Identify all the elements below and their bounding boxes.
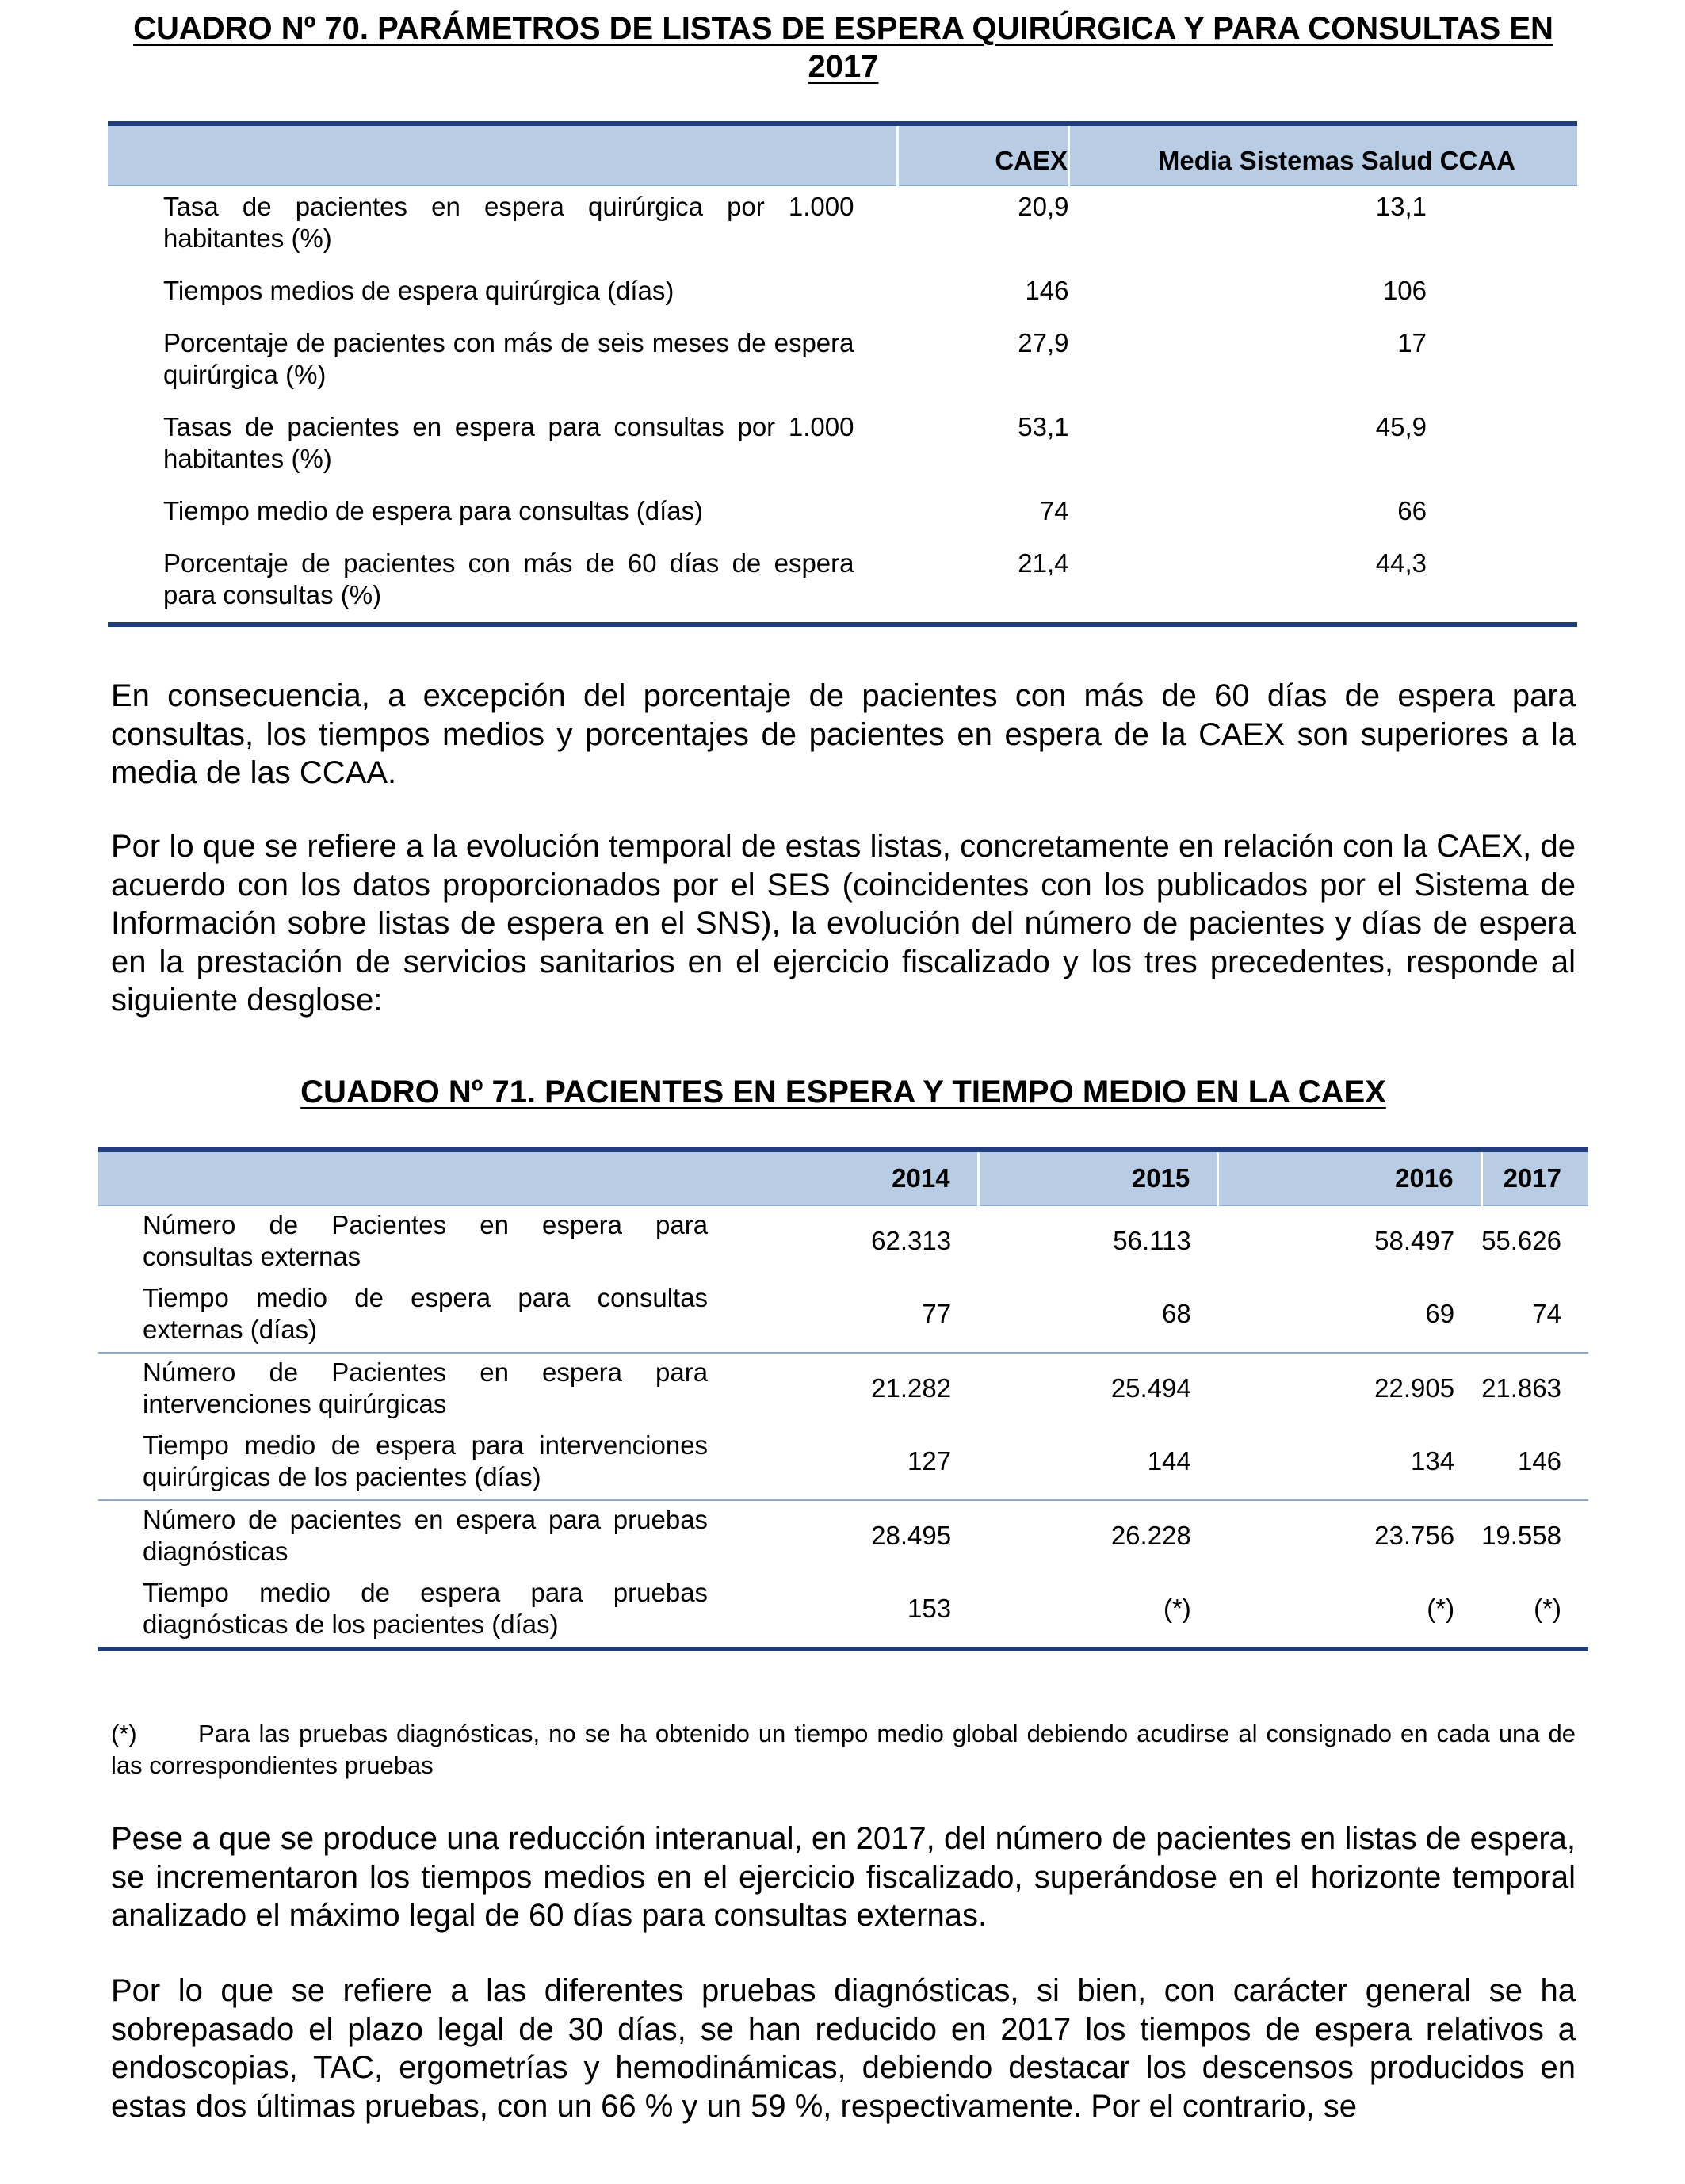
table-row bbox=[108, 407, 1577, 491]
media-value: 17 bbox=[1397, 328, 1427, 357]
row-label-line-1: Número de Pacientes en espera para bbox=[143, 1210, 709, 1239]
table-row bbox=[98, 1279, 1588, 1353]
value-2016: (*) bbox=[1218, 1574, 1481, 1649]
year-header-2014: 2014 bbox=[730, 1150, 978, 1205]
value-2016: 58.497 bbox=[1374, 1226, 1455, 1255]
table-row bbox=[98, 1426, 1588, 1500]
table-71 bbox=[98, 1147, 1588, 1651]
caex-value: 146 bbox=[1025, 276, 1069, 305]
value-2016: 23.756 bbox=[1374, 1521, 1455, 1550]
media-value: 106 bbox=[1382, 276, 1427, 305]
footnote-mark: (*) bbox=[111, 1720, 137, 1747]
row-label bbox=[98, 1205, 730, 1279]
value-2014: 28.495 bbox=[871, 1521, 952, 1550]
row-label: Porcentaje de pacientes con más de seis meses de espera quirúrgica (%) bbox=[163, 328, 854, 389]
value-2014: 21.282 bbox=[871, 1373, 952, 1403]
table-row bbox=[98, 1353, 1588, 1426]
year-header-2016: 2016 bbox=[1218, 1150, 1481, 1205]
row-label: Tiempos medios de espera quirúrgica (días) bbox=[163, 276, 674, 305]
caex-value: 20,9 bbox=[1018, 192, 1069, 221]
value-2017: (*) bbox=[1481, 1574, 1588, 1649]
table-row bbox=[108, 491, 1577, 543]
table-70-header-row bbox=[108, 124, 1577, 185]
caex-value: 21,4 bbox=[898, 543, 1069, 624]
paragraph-consecuencia: En consecuencia, a excepción del porcentaje de pacientes con más de 60 días de espera para consultas, los tiempos medios y porcentajes de pacientes en espera de la CAEX son superiores a la media de las CCAA. bbox=[111, 678, 1576, 790]
value-2016: 69 bbox=[1218, 1279, 1481, 1353]
caex-value: 27,9 bbox=[1018, 328, 1069, 357]
value-2017: 146 bbox=[1481, 1426, 1588, 1500]
row-label-line-2: externas (días) bbox=[143, 1315, 318, 1344]
table-71-header-empty bbox=[98, 1150, 730, 1205]
row-label bbox=[98, 1574, 730, 1649]
value-2015: 56.113 bbox=[1113, 1226, 1191, 1255]
table-71-title: CUADRO Nº 71. PACIENTES EN ESPERA Y TIEMPO MEDIO EN LA CAEX bbox=[300, 1075, 1386, 1109]
value-2015: (*) bbox=[978, 1574, 1218, 1649]
paragraph-pruebas: Por lo que se refiere a las diferentes pruebas diagnósticas, si bien, con carácter general se ha sobrepasado el plazo legal de 30 días, se han reducido en 2017 los tiempos de espera relativos a endoscopias, TAC, ergometrías y hemodinámicas, debiendo destacar los descensos producidos en estas dos últimas pruebas, con un 66 % y un 59 %, respectivamente. Por el contrario, se bbox=[111, 1973, 1576, 2124]
row-label-line-1: Número de Pacientes en espera para bbox=[143, 1357, 709, 1387]
year-header-2017: 2017 bbox=[1481, 1150, 1588, 1205]
row-label-line-2: intervenciones quirúrgicas bbox=[143, 1389, 447, 1418]
value-2014: 153 bbox=[730, 1574, 978, 1649]
media-value: 66 bbox=[1397, 496, 1427, 525]
table-71-footnote bbox=[111, 1718, 1576, 1781]
row-label: Tasas de pacientes en espera para consultas por 1.000 habitantes (%) bbox=[163, 412, 854, 473]
value-2016: 22.905 bbox=[1374, 1373, 1455, 1403]
row-label bbox=[98, 1353, 730, 1426]
row-label bbox=[98, 1279, 730, 1353]
row-label-line-2: consultas externas bbox=[143, 1242, 361, 1271]
row-label-line-2: quirúrgicas de los pacientes (días) bbox=[143, 1462, 541, 1491]
table-70-title: CUADRO Nº 70. PARÁMETROS DE LISTAS DE ESPERA QUIRÚRGICA Y PARA CONSULTAS EN 2017 bbox=[133, 11, 1553, 84]
table-row bbox=[98, 1500, 1588, 1574]
row-label: Tiempo medio de espera para consultas (días) bbox=[163, 496, 704, 525]
value-2015: 68 bbox=[978, 1279, 1218, 1353]
table-row bbox=[108, 185, 1577, 270]
row-label bbox=[98, 1500, 730, 1574]
row-label-line-1: Tiempo medio de espera para intervenciones bbox=[143, 1430, 709, 1460]
value-2017: 55.626 bbox=[1481, 1226, 1561, 1255]
row-label-line-2: diagnósticas bbox=[143, 1537, 288, 1566]
row-label-line-1: Número de pacientes en espera para pruebas bbox=[143, 1505, 709, 1534]
value-2016: 134 bbox=[1218, 1426, 1481, 1500]
media-value: 44,3 bbox=[1069, 543, 1578, 624]
caex-value: 74 bbox=[1039, 496, 1069, 525]
media-value: 45,9 bbox=[1375, 412, 1427, 441]
value-2015: 25.494 bbox=[1110, 1373, 1191, 1403]
caex-value: 53,1 bbox=[1018, 412, 1069, 441]
table-row bbox=[98, 1574, 1588, 1649]
row-label: Tasa de pacientes en espera quirúrgica por 1.000 habitantes (%) bbox=[163, 192, 854, 253]
table-70-header-media: Media Sistemas Salud CCAA bbox=[1069, 124, 1578, 185]
row-label-line-2: diagnósticas de los pacientes (días) bbox=[143, 1609, 559, 1639]
table-71-header-row bbox=[98, 1150, 1588, 1205]
row-label bbox=[98, 1426, 730, 1500]
value-2017: 74 bbox=[1481, 1279, 1588, 1353]
value-2017: 19.558 bbox=[1481, 1521, 1561, 1550]
table-row bbox=[108, 323, 1577, 407]
row-label-line-1: Tiempo medio de espera para consultas bbox=[143, 1283, 709, 1312]
row-label-line-1: Tiempo medio de espera para pruebas bbox=[143, 1578, 709, 1607]
value-2015: 144 bbox=[978, 1426, 1218, 1500]
value-2014: 127 bbox=[730, 1426, 978, 1500]
table-row bbox=[108, 543, 1577, 624]
footnote-text: Para las pruebas diagnósticas, no se ha obtenido un tiempo medio global debiendo acudirse al consignado en cada una de las correspondientes pruebas bbox=[111, 1720, 1576, 1779]
paragraph-evolucion: Por lo que se refiere a la evolución temporal de estas listas, concretamente en relación con la CAEX, de acuerdo con los datos proporcionados por el SES (coincidentes con los publicados por el Sistema de Información sobre listas de espera en el SNS), la evolución del número de pacientes y días de espera en la prestación de servicios sanitarios en el ejercicio fiscalizado y los tres precedentes, responde al siguiente desglose: bbox=[111, 829, 1576, 1018]
value-2014: 62.313 bbox=[871, 1226, 952, 1255]
row-label: Porcentaje de pacientes con más de 60 días de espera para consultas (%) bbox=[108, 543, 898, 624]
table-row bbox=[98, 1205, 1588, 1279]
table-70-header-empty bbox=[108, 124, 898, 185]
media-value: 13,1 bbox=[1375, 192, 1427, 221]
table-70 bbox=[108, 121, 1577, 627]
paragraph-reduccion: Pese a que se produce una reducción interanual, en 2017, del número de pacientes en listas de espera, se incrementaron los tiempos medios en el ejercicio fiscalizado, superándose en el horizonte temporal analizado el máximo legal de 60 días para consultas externas. bbox=[111, 1821, 1576, 1933]
year-header-2015: 2015 bbox=[978, 1150, 1218, 1205]
value-2015: 26.228 bbox=[1110, 1521, 1191, 1550]
value-2017: 21.863 bbox=[1481, 1373, 1561, 1403]
table-row bbox=[108, 270, 1577, 323]
table-70-header-caex: CAEX bbox=[898, 124, 1069, 185]
value-2014: 77 bbox=[730, 1279, 978, 1353]
